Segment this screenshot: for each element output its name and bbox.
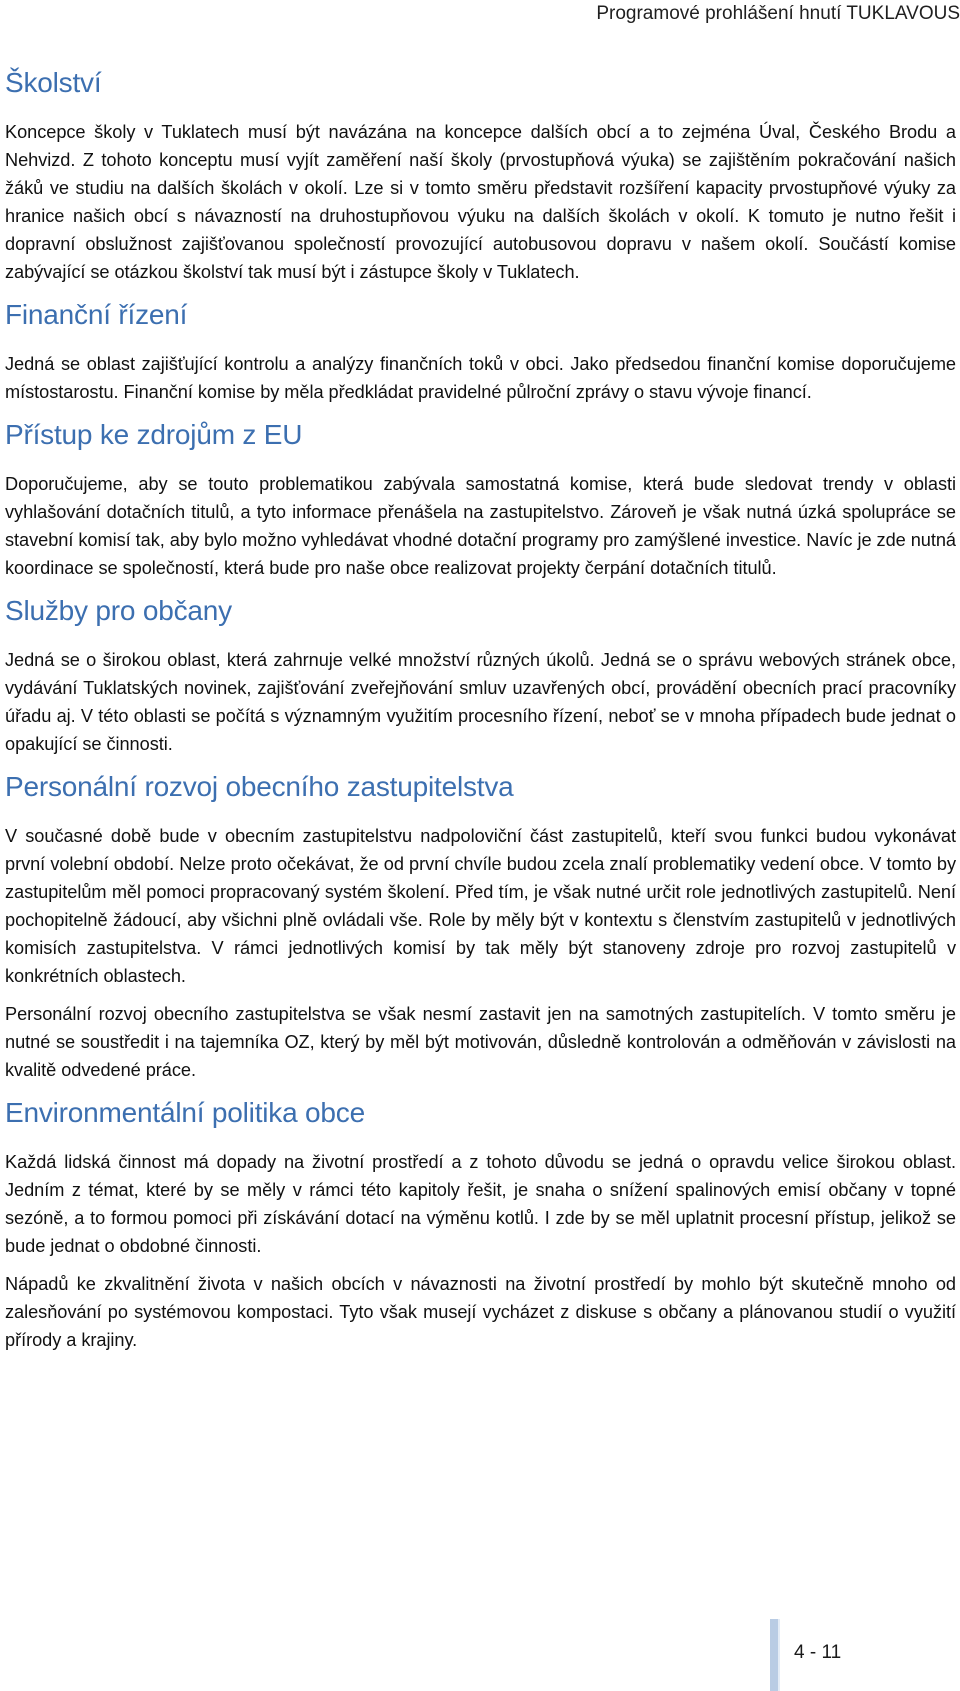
section-title: Služby pro občany bbox=[5, 595, 232, 626]
page-footer bbox=[770, 1619, 960, 1691]
section-title: Školství bbox=[5, 67, 102, 98]
running-header: Programové prohlášení hnutí TUKLAVOUS bbox=[596, 3, 960, 24]
section-environmentalni-politika bbox=[5, 1096, 956, 1354]
paragraph: V současné době bude v obecním zastupitelstvu nadpoloviční část zastupitelů, kteří svou funkci budou vykonávat první volební období. Nelze proto očekávat, že od první chvíle budou zcela znalí problematiky vedení obce. V tomto by zastupitelům měl pomoci propracovaný systém školení. Před tím, je však nutné určit role jednotlivých zastupitelů. Není pochopitelně žádoucí, aby všichni plně ovládali vše. Role by měly být v kontextu s členstvím zastupitelů v jednotlivých komisích zastupitelstva. V rámci jednotlivých komisí by tak měly být stanoveny zdroje pro rozvoj zastupitelů v konkrétních oblastech. bbox=[5, 826, 956, 986]
footer-rule bbox=[770, 1619, 778, 1691]
section-title: Environmentální politika obce bbox=[5, 1097, 365, 1128]
section-personalni-rozvoj bbox=[5, 770, 956, 1096]
section-financni-rizeni bbox=[5, 298, 956, 418]
document-body bbox=[5, 66, 956, 1354]
paragraph: Doporučujeme, aby se touto problematikou zabývala samostatná komise, která bude sledovat trendy v oblasti vyhlašování dotačních titulů, a tyto informace přenášela na zastupitelstvo. Zároveň je však nutná úzká spolupráce se stavební komisí tak, aby bylo možno vyhledávat vhodné dotační programy pro zamýšlené investice. Navíc je zde nutná koordinace se společností, která bude pro naše obce realizovat projekty čerpání dotačních titulů. bbox=[5, 474, 956, 578]
section-skolstvi bbox=[5, 66, 956, 298]
section-title: Přístup ke zdrojům z EU bbox=[5, 419, 303, 450]
section-pristup-ke-zdrojum-z-eu bbox=[5, 418, 956, 594]
page-number: 4 - 11 bbox=[794, 1642, 842, 1663]
paragraph: Každá lidská činnost má dopady na životní prostředí a z tohoto důvodu se jedná o opravdu velice širokou oblast. Jedním z témat, které by se měly v rámci této kapitoly řešit, je snaha o snížení spalinových emisí občany v topné sezóně, a to formou pomoci při získávání dotací na výměnu kotlů. I zde by se měl uplatnit procesní přístup, jelikož se bude jednat o obdobné činnosti. bbox=[5, 1152, 956, 1256]
paragraph: Koncepce školy v Tuklatech musí být navázána na koncepce dalších obcí a to zejména Úval, Českého Brodu a Nehvizd. Z tohoto konceptu musí vyjít zaměření naší školy (prvostupňová výuka) se zajištěním pokračování našich žáků ve studiu na dalších školách v okolí. Lze si v tomto směru představit rozšíření kapacity prvostupňové výuky za hranice našich obcí s návazností na druhostupňovou výuku na dalších školách v okolí. K tomuto je nutno řešit i dopravní obslužnost zajišťovanou společností provozující autobusovou dopravu v našem okolí. Součástí komise zabývající se otázkou školství tak musí být i zástupce školy v Tuklatech. bbox=[5, 122, 956, 282]
section-sluzby-pro-obcany bbox=[5, 594, 956, 770]
paragraph: Personální rozvoj obecního zastupitelstva se však nesmí zastavit jen na samotných zastupitelích. V tomto směru je nutné se soustředit i na tajemníka OZ, který by měl být motivován, důsledně kontrolován a odměňován v závislosti na kvalitě odvedené práce. bbox=[5, 1004, 956, 1080]
paragraph: Nápadů ke zkvalitnění života v našich obcích v návaznosti na životní prostředí by mohlo být skutečně mnoho od zalesňování po systémovou kompostaci. Tyto však musejí vycházet z diskuse s občany a plánovanou studií o využití přírody a krajiny. bbox=[5, 1274, 956, 1350]
footer-rule-highlight bbox=[778, 1619, 780, 1691]
paragraph: Jedná se oblast zajišťující kontrolu a analýzy finančních toků v obci. Jako předsedou finanční komise doporučujeme místostarostu. Finanční komise by měla předkládat pravidelné půlroční zprávy o stavu vývoje financí. bbox=[5, 354, 956, 402]
section-title: Personální rozvoj obecního zastupitelstva bbox=[5, 771, 514, 802]
section-title: Finanční řízení bbox=[5, 299, 188, 330]
paragraph: Jedná se o širokou oblast, která zahrnuje velké množství různých úkolů. Jedná se o správu webových stránek obce, vydávání Tuklatských novinek, zajišťování zveřejňování smluv uzavřených obcí, provádění obecních prací pracovníky úřadu aj. V této oblasti se počítá s významným využitím procesního řízení, neboť se v mnoha případech bude jednat o opakující se činnosti. bbox=[5, 650, 956, 754]
